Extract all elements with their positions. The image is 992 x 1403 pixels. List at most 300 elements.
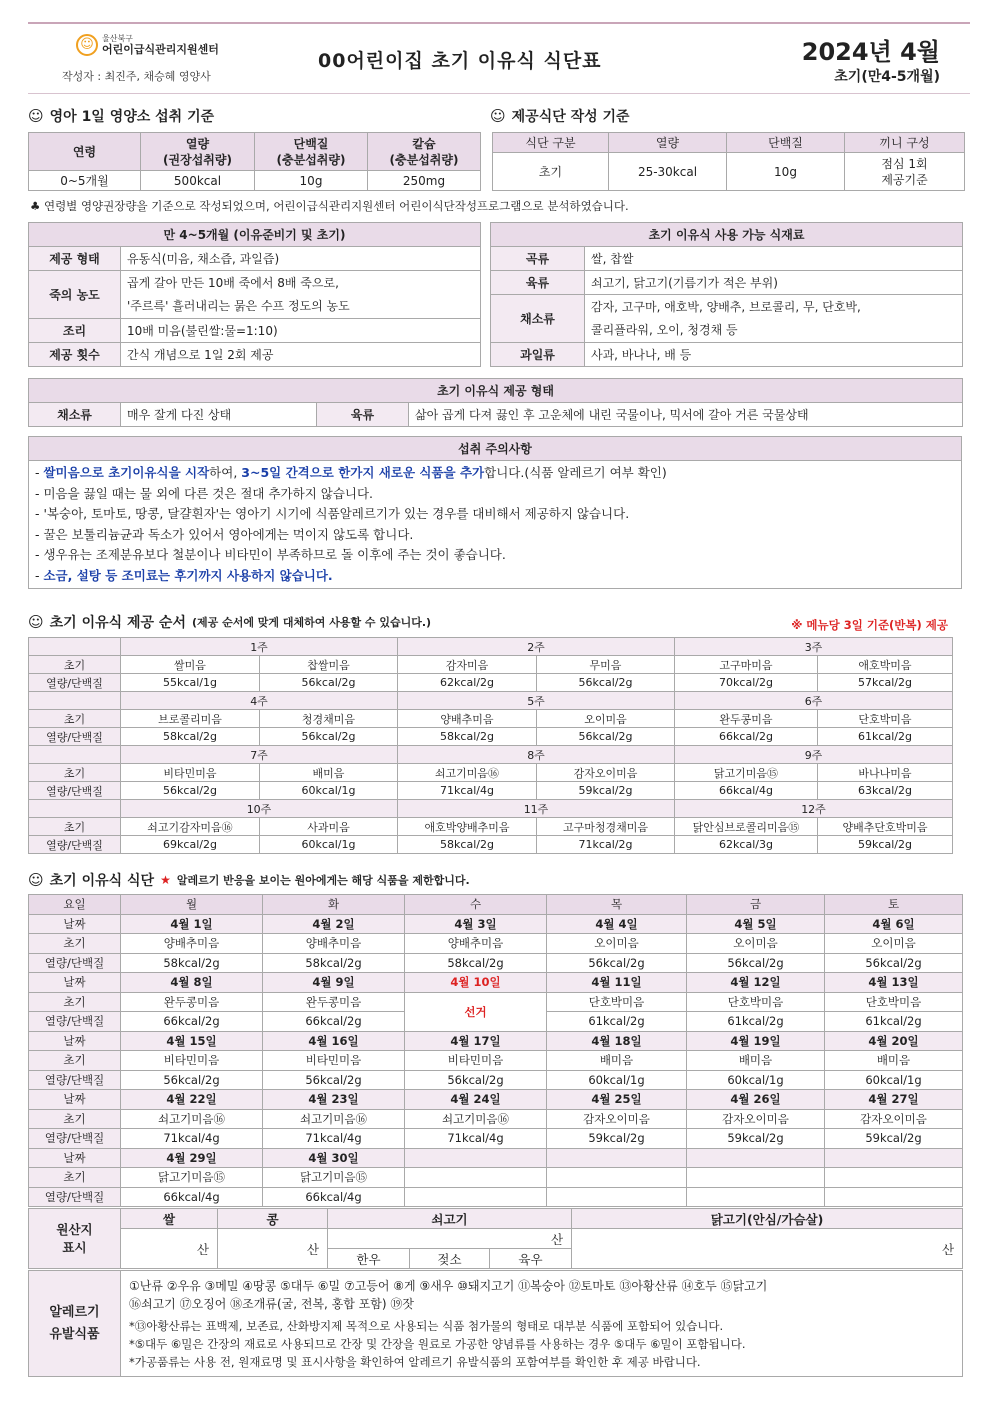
day-header-label: 요일 [29,895,121,915]
menu-item: 양배추단호박미음 [818,818,953,836]
cal-protein: 59kcal/2g [825,1129,963,1149]
date-cell [405,1148,547,1168]
cal-protein: 56kcal/2g [405,1070,547,1090]
menu-item: 양배추미음 [398,710,537,728]
provided-standard-table [492,132,965,191]
cal-protein: 55kcal/1g [121,674,260,692]
date-cell: 4월 19일 [687,1031,825,1051]
cal-protein: 58kcal/2g [263,953,405,973]
menu-table [28,894,963,1207]
date-cell: 4월 22일 [121,1090,263,1110]
logo-region: 울산북구 [102,34,133,43]
menu-item: 오이미음 [537,710,675,728]
date-cell: 4월 11일 [547,973,687,993]
cal-protein: 66kcal/4g [675,782,818,800]
cal-protein: 60kcal/1g [260,836,398,854]
menu-day-header-row [29,895,963,915]
row-label: 과일류 [491,343,585,367]
menu-item: 고구마미음 [675,656,818,674]
menu-item: 완두콩미음 [675,710,818,728]
cal-protein: 56kcal/2g [121,1070,263,1090]
center-logo [76,34,219,56]
table-cell: 25-30kcal [609,153,727,191]
allergy-label: 알레르기 유발식품 [29,1271,121,1377]
empty-cell [29,746,121,764]
day-header: 화 [263,895,405,915]
order-item-row [29,764,953,782]
menu-title: ☺ 초기 이유식 식단 ★ 알레르기 반응을 보이는 원아에게는 해당 식품을 제한합니다. [28,871,470,889]
row-label: 열량/단백질 [29,1070,121,1090]
row-label: 육류 [317,403,409,427]
cal-protein: 56kcal/2g [260,674,398,692]
day-header: 토 [825,895,963,915]
menu-item: 닭안심브로콜리미음⑮ [675,818,818,836]
week-label: 4주 [121,692,398,710]
page-title: 00어린이집 초기 이유식 식단표 [318,50,602,72]
menu-item: 찹쌀미음 [260,656,398,674]
header-cell: 끼니 구성 [845,133,965,153]
menu-item: 비타민미음 [121,764,260,782]
cal-protein: 69kcal/2g [121,836,260,854]
week-label: 3주 [675,638,953,656]
menu-item: 닭고기미음⑮ [121,1168,263,1188]
menu-item: 단호박미음 [547,992,687,1012]
week-label: 6주 [675,692,953,710]
menu-item: 닭고기미음⑮ [675,764,818,782]
ingredients-title: 초기 이유식 사용 가능 식재료 [491,223,963,247]
caution-item: - 미음을 끓일 때는 물 외에 다른 것은 절대 추가하지 않습니다. [35,485,374,501]
date-cell: 4월 5일 [687,914,825,934]
cal-protein: 71kcal/4g [398,782,537,800]
menu-item: 바나나미음 [818,764,953,782]
order-cal-row [29,728,953,746]
table-cell: 10g [727,153,845,191]
order-week-row [29,746,953,764]
origin-label: 원산지 표시 [29,1209,121,1269]
origin-beef-value: 산 [328,1229,572,1249]
cal-protein [405,1187,547,1207]
date-cell: 4월 26일 [687,1090,825,1110]
row-label: 날짜 [29,1031,121,1051]
menu-date-row [29,914,963,934]
row-label: 날짜 [29,1090,121,1110]
menu-item: 무미음 [537,656,675,674]
row-label: 날짜 [29,914,121,934]
allergy-note-3: *가공품류는 사용 전, 원재료명 및 표시사항을 확인하여 알레르기 유발식품의 포함여부를 확인한 후 제공 바랍니다. [129,1354,701,1369]
menu-item: 애호박양배추미음 [398,818,537,836]
nutrition-standard-title: ☺ 영아 1일 영양소 섭취 기준 [28,107,215,125]
origin-chicken-header: 닭고기(안심/가슴살) [572,1209,963,1229]
cal-protein: 71kcal/2g [537,836,675,854]
allergy-table [28,1270,963,1377]
row-value: 쌀, 찹쌀 [585,247,963,271]
allergy-note-2: *⑤대두 ⑥밀은 간장의 재료로 사용되므로 간장 및 간장을 원료로 가공한 양념류를 사용하는 경우 ⑤대두 ⑥밀이 포함됩니다. [129,1336,746,1351]
logo-name: 어린이급식관리지원센터 [102,43,219,56]
week-label: 11주 [398,800,675,818]
date-cell: 4월 2일 [263,914,405,934]
cal-protein: 60kcal/1g [260,782,398,800]
caution-item: - 소금, 설탕 등 조미료는 후기까지 사용하지 않습니다. [35,567,333,583]
caution-item: - 쌀미음으로 초기이유식을 시작하여, 3~5일 간격으로 한가지 새로운 식품을 추가합니다.(식품 알레르기 여부 확인) [35,465,667,480]
beef-type-hanwoo: 한우 [328,1249,410,1269]
month-title: 2024년 4월 [801,38,940,66]
allergy-list-1: ①난류 ②우유 ③메밀 ④땅콩 ⑤대두 ⑥밀 ⑦고등어 ⑧게 ⑨새우 ⑩돼지고기 ⑪복숭아 ⑫토마토 ⑬아황산류 ⑭호두 ⑮닭고기 [129,1278,768,1293]
menu-item: 쌀미음 [121,656,260,674]
date-cell: 4월 16일 [263,1031,405,1051]
empty-cell [29,692,121,710]
table-cell: 250mg [368,171,481,191]
menu-item-row [29,992,963,1012]
cal-protein [825,1187,963,1207]
table-cell: 500kcal [141,171,255,191]
row-label: 죽의 농도 [29,271,121,319]
date-cell: 4월 12일 [687,973,825,993]
date-cell: 4월 3일 [405,914,547,934]
cal-protein: 56kcal/2g [537,728,675,746]
menu-item-row [29,1051,963,1071]
row-value: 쇠고기, 닭고기(기름기가 적은 부위) [585,271,963,295]
smile-icon: ☺ [490,107,506,125]
order-title: ☺ 초기 이유식 제공 순서 (제공 순서에 맞게 대체하여 사용할 수 있습니다.) [28,613,432,631]
cal-protein: 66kcal/2g [675,728,818,746]
menu-item: 배미음 [687,1051,825,1071]
header-cell: 칼슘 (충분섭취량) [368,133,481,171]
menu-item: 비타민미음 [405,1051,547,1071]
row-label: 제공 횟수 [29,343,121,367]
menu-item: 배미음 [547,1051,687,1071]
date-cell: 4월 25일 [547,1090,687,1110]
cal-protein: 63kcal/2g [818,782,953,800]
ingredients-table [490,222,963,367]
menu-item: 사과미음 [260,818,398,836]
day-header: 금 [687,895,825,915]
menu-cal-row [29,1187,963,1207]
smile-icon: ☺ [28,107,44,125]
menu-item: 브로콜리미음 [121,710,260,728]
date-cell: 4월 8일 [121,973,263,993]
row-value: 곱게 갈아 만든 10배 죽에서 8배 죽으로, '주르륵' 흘러내리는 묽은 수프 정도의 농도 [121,271,481,319]
header-cell: 열량 (권장섭취량) [141,133,255,171]
order-week-row [29,638,953,656]
date-cell: 4월 1일 [121,914,263,934]
day-header: 수 [405,895,547,915]
allergy-note-1: *⑬아황산류는 표백제, 보존료, 산화방지제 목적으로 사용되는 식품 첨가물의 형태로 대부분 식품에 포함되어 있습니다. [129,1318,724,1333]
row-label: 초기 [29,764,121,782]
week-label: 7주 [121,746,398,764]
menu-item-row [29,1109,963,1129]
row-label: 초기 [29,656,121,674]
cal-protein: 59kcal/2g [537,782,675,800]
menu-item: 완두콩미음 [263,992,405,1012]
menu-item: 비타민미음 [121,1051,263,1071]
row-value: 10배 미음(불린쌀:물=1:10) [121,319,481,343]
order-item-row [29,818,953,836]
menu-item-row [29,934,963,954]
cal-protein: 62kcal/2g [398,674,537,692]
cal-protein: 71kcal/4g [405,1129,547,1149]
menu-item: 비타민미음 [263,1051,405,1071]
date-cell: 4월 18일 [547,1031,687,1051]
cal-protein: 71kcal/4g [121,1129,263,1149]
cal-protein: 58kcal/2g [121,728,260,746]
day-header: 목 [547,895,687,915]
menu-cal-row [29,953,963,973]
cal-protein: 56kcal/2g [260,728,398,746]
date-cell: 4월 23일 [263,1090,405,1110]
caution-section [28,436,962,589]
holiday-cell: 선거 [405,992,547,1031]
row-label: 열량/단백질 [29,1187,121,1207]
menu-date-row [29,1031,963,1051]
menu-item-row [29,1168,963,1188]
order-table [28,637,953,854]
row-label: 열량/단백질 [29,782,121,800]
row-label: 초기 [29,1051,121,1071]
caution-item: - 생우유는 조제분유보다 철분이나 비타민이 부족하므로 돌 이후에 주는 것이 좋습니다. [35,547,506,562]
row-label: 날짜 [29,1148,121,1168]
table-cell: 0~5개월 [29,171,141,191]
cal-protein: 61kcal/2g [547,1012,687,1032]
stage-info-title: 만 4~5개월 (이유준비기 및 초기) [29,223,481,247]
cal-protein: 62kcal/3g [675,836,818,854]
order-week-row [29,692,953,710]
date-cell: 4월 13일 [825,973,963,993]
cal-protein: 61kcal/2g [825,1012,963,1032]
row-label: 초기 [29,992,121,1012]
week-label: 2주 [398,638,675,656]
date-cell [825,1148,963,1168]
caution-item: - '복숭아, 토마토, 땅콩, 달걀흰자'는 영아기 시기에 식품알레르기가 있는 경우를 대비해서 제공하지 않습니다. [35,506,630,521]
form-table [28,378,963,427]
menu-item: 쇠고기미음⑯ [121,1109,263,1129]
date-cell: 4월 17일 [405,1031,547,1051]
cal-protein: 57kcal/2g [818,674,953,692]
empty-cell [29,800,121,818]
menu-item: 단호박미음 [687,992,825,1012]
menu-cal-row [29,1129,963,1149]
cal-protein: 61kcal/2g [687,1012,825,1032]
origin-rice-value: 산 [121,1229,218,1269]
menu-item [825,1168,963,1188]
order-week-row [29,800,953,818]
menu-cal-row [29,1070,963,1090]
cal-protein: 60kcal/1g [687,1070,825,1090]
header-cell: 열량 [609,133,727,153]
week-label: 5주 [398,692,675,710]
row-label: 열량/단백질 [29,836,121,854]
caution-item: - 꿀은 보툴리늄균과 독소가 있어서 영아에게는 먹이지 않도록 합니다. [35,526,414,542]
smile-icon: ☺ [28,613,44,631]
order-red-note: ※ 메뉴당 3일 기준(반복) 제공 [791,618,948,632]
header-cell: 식단 구분 [493,133,609,153]
provided-standard-title: ☺ 제공식단 작성 기준 [490,107,630,125]
origin-beef-header: 쇠고기 [328,1209,572,1229]
cal-protein: 71kcal/4g [263,1129,405,1149]
menu-item: 양배추미음 [263,934,405,954]
row-label: 곡류 [491,247,585,271]
menu-item: 완두콩미음 [121,992,263,1012]
origin-table [28,1208,963,1269]
menu-item: 오이미음 [687,934,825,954]
menu-item: 쇠고기미음⑯ [263,1109,405,1129]
origin-bean-header: 콩 [218,1209,328,1229]
cal-protein: 58kcal/2g [398,728,537,746]
beef-type-yukwoo: 육우 [490,1249,572,1269]
menu-item: 오이미음 [547,934,687,954]
menu-item: 감자오이미음 [547,1109,687,1129]
origin-chicken-value: 산 [572,1229,963,1269]
allergy-list-2: ⑯쇠고기 ⑰오징어 ⑱조개류(굴, 전복, 홍합 포함) ⑲잣 [129,1296,414,1311]
document-header [28,24,970,94]
cal-protein: 58kcal/2g [405,953,547,973]
form-title: 초기 이유식 제공 형태 [29,379,963,403]
day-header: 월 [121,895,263,915]
menu-item: 쇠고기미음⑯ [405,1109,547,1129]
menu-item: 오이미음 [825,934,963,954]
date-cell: 4월 10일 [405,973,547,993]
menu-item: 단호박미음 [818,710,953,728]
week-label: 10주 [121,800,398,818]
menu-item: 쇠고기미음⑯ [398,764,537,782]
week-label: 1주 [121,638,398,656]
date-cell: 4월 24일 [405,1090,547,1110]
row-label: 초기 [29,710,121,728]
header-cell: 연령 [29,133,141,171]
date-cell: 4월 27일 [825,1090,963,1110]
cal-protein: 56kcal/2g [687,953,825,973]
table-cell: 초기 [493,153,609,191]
footnote: ♣ 연령별 영양권장량을 기준으로 작성되었으며, 어린이급식관리지원센터 어린이식단작성프로그램으로 분석하였습니다. [30,199,629,213]
week-label: 9주 [675,746,953,764]
week-label: 8주 [398,746,675,764]
cal-protein: 56kcal/2g [121,782,260,800]
menu-item: 감자오이미음 [537,764,675,782]
empty-cell [29,638,121,656]
menu-item: 쇠고기감자미음⑯ [121,818,260,836]
row-value: 매우 잘게 다진 상태 [121,403,317,427]
order-cal-row [29,782,953,800]
cal-protein: 60kcal/1g [825,1070,963,1090]
row-label: 조리 [29,319,121,343]
row-label: 열량/단백질 [29,728,121,746]
menu-item [405,1168,547,1188]
cal-protein: 58kcal/2g [121,953,263,973]
date-cell: 4월 29일 [121,1148,263,1168]
row-label: 열량/단백질 [29,1012,121,1032]
menu-date-row [29,1148,963,1168]
menu-item: 배미음 [825,1051,963,1071]
row-label: 육류 [491,271,585,295]
cal-protein: 66kcal/2g [121,1012,263,1032]
row-label: 초기 [29,934,121,954]
star-icon: ★ [160,873,171,887]
cal-protein [687,1187,825,1207]
date-cell: 4월 30일 [263,1148,405,1168]
table-cell: 점심 1회 제공기준 [845,153,965,191]
date-cell [547,1148,687,1168]
cal-protein: 66kcal/2g [263,1012,405,1032]
menu-item: 양배추미음 [405,934,547,954]
row-value: 삶아 곱게 다져 끓인 후 고운체에 내린 국물이나, 믹서에 갈아 거른 국물상태 [409,403,963,427]
origin-bean-value: 산 [218,1229,328,1269]
header-cell: 단백질 (충분섭취량) [255,133,368,171]
menu-item: 배미음 [260,764,398,782]
cal-protein: 60kcal/1g [547,1070,687,1090]
menu-date-row [29,973,963,993]
order-cal-row [29,674,953,692]
menu-item: 단호박미음 [825,992,963,1012]
menu-item: 감자미음 [398,656,537,674]
origin-rice-header: 쌀 [121,1209,218,1229]
cal-protein [547,1187,687,1207]
cal-protein: 70kcal/2g [675,674,818,692]
menu-item: 고구마청경채미음 [537,818,675,836]
table-cell: 10g [255,171,368,191]
menu-item: 청경채미음 [260,710,398,728]
menu-item: 양배추미음 [121,934,263,954]
author-text: 작성자 : 최진주, 채승혜 영양사 [62,70,211,83]
date-cell: 4월 9일 [263,973,405,993]
cal-protein: 61kcal/2g [818,728,953,746]
cal-protein: 66kcal/4g [263,1187,405,1207]
row-value: 간식 개념으로 1일 2회 제공 [121,343,481,367]
cal-protein: 58kcal/2g [398,836,537,854]
menu-item: 애호박미음 [818,656,953,674]
cal-protein: 66kcal/4g [121,1187,263,1207]
cal-protein: 56kcal/2g [547,953,687,973]
cal-protein: 56kcal/2g [537,674,675,692]
date-cell [687,1148,825,1168]
order-item-row [29,710,953,728]
row-label: 초기 [29,1109,121,1129]
date-cell: 4월 20일 [825,1031,963,1051]
order-item-row [29,656,953,674]
menu-item: 감자오이미음 [687,1109,825,1129]
caution-list [28,461,962,589]
date-cell: 4월 15일 [121,1031,263,1051]
row-label: 제공 형태 [29,247,121,271]
menu-item: 감자오이미음 [825,1109,963,1129]
row-label: 열량/단백질 [29,674,121,692]
header-cell: 단백질 [727,133,845,153]
nutrition-standard-table [28,132,481,191]
order-cal-row [29,836,953,854]
row-label: 초기 [29,818,121,836]
cal-protein: 56kcal/2g [263,1070,405,1090]
smile-icon: ☺ [28,871,44,889]
club-icon: ♣ [30,199,44,213]
stage-info-table [28,222,481,367]
cal-protein: 59kcal/2g [818,836,953,854]
row-value: 사과, 바나나, 배 등 [585,343,963,367]
date-cell: 4월 4일 [547,914,687,934]
row-label: 열량/단백질 [29,1129,121,1149]
menu-item [547,1168,687,1188]
row-label: 채소류 [29,403,121,427]
caution-title: 섭취 주의사항 [29,437,962,461]
row-value: 감자, 고구마, 애호박, 양배추, 브로콜리, 무, 단호박, 콜리플라워, 오이, 청경채 등 [585,295,963,343]
stage-subtitle: 초기(만4-5개월) [834,69,940,85]
beef-type-dairy: 젖소 [410,1249,490,1269]
cal-protein: 56kcal/2g [825,953,963,973]
row-label: 초기 [29,1168,121,1188]
allergy-content [121,1271,963,1377]
menu-item: 닭고기미음⑮ [263,1168,405,1188]
row-label: 날짜 [29,973,121,993]
row-value: 유동식(미음, 채소즙, 과일즙) [121,247,481,271]
smile-logo-icon: ☺ [76,34,98,56]
cal-protein: 59kcal/2g [687,1129,825,1149]
